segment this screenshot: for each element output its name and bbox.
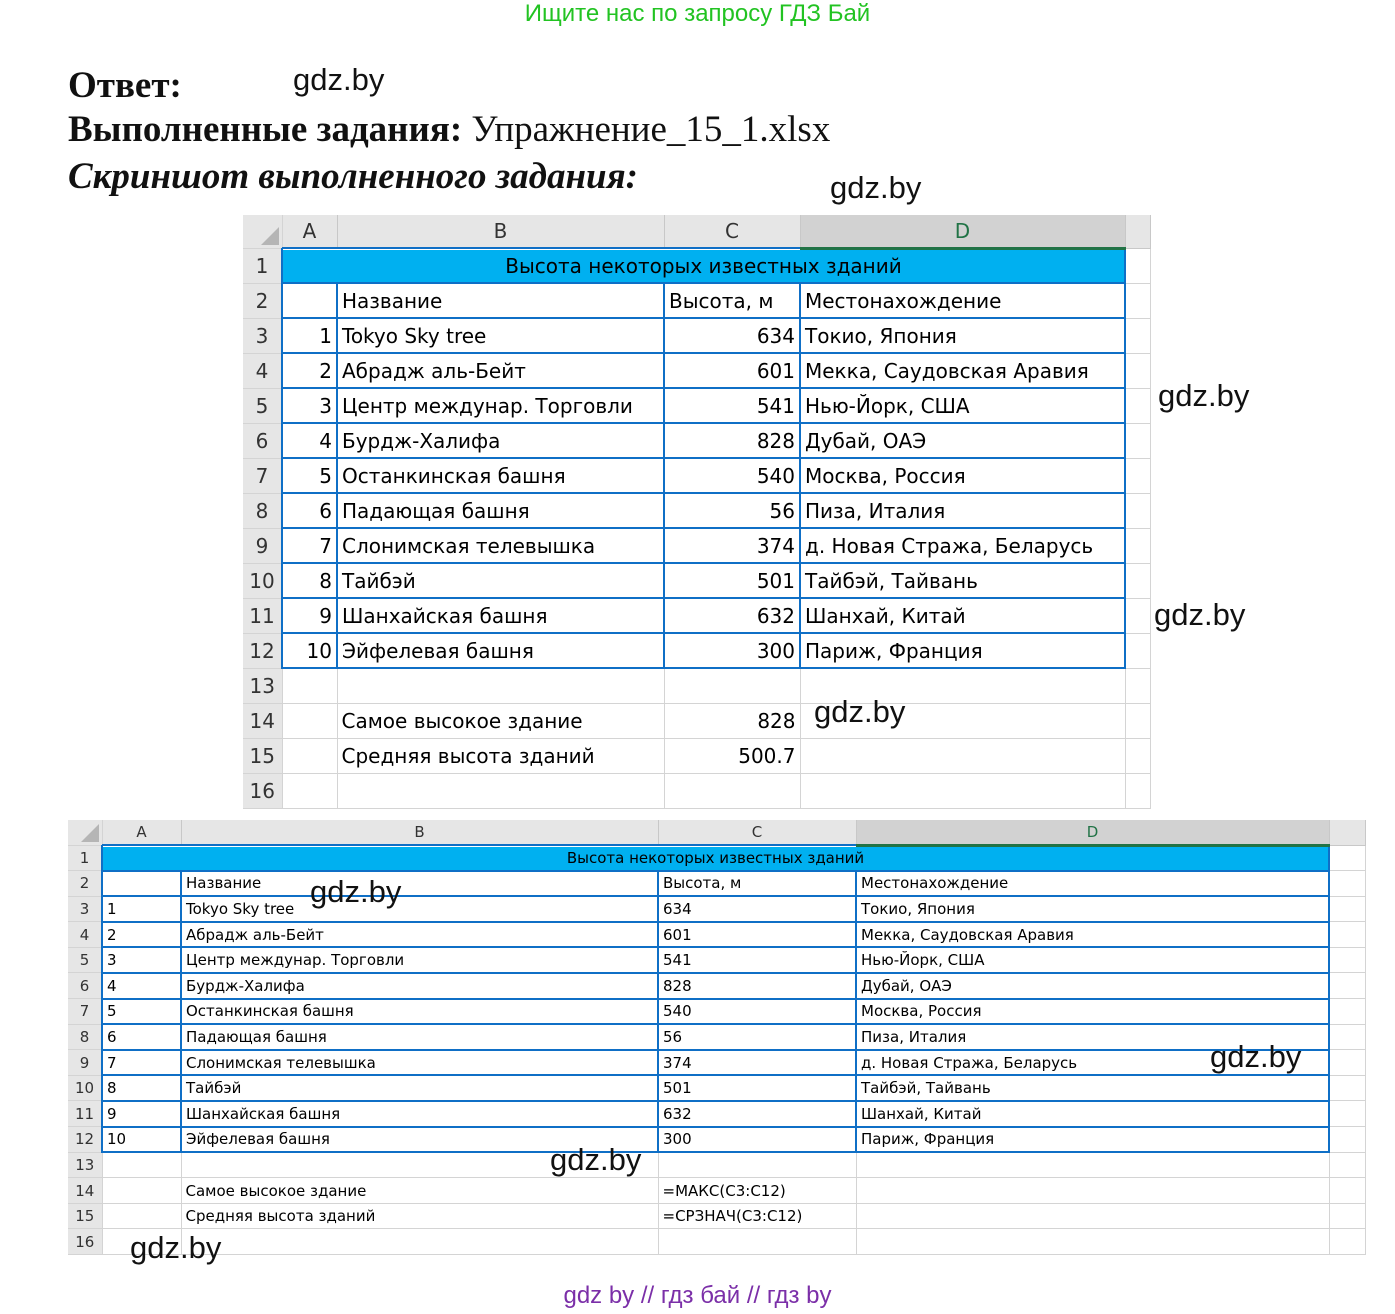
row-header[interactable]: 4 [68, 922, 102, 948]
row-header[interactable]: 9 [243, 528, 282, 563]
number-cell[interactable]: 3 [282, 388, 337, 423]
row-header[interactable]: 12 [68, 1127, 102, 1153]
table-row [243, 598, 1150, 633]
row-header[interactable]: 16 [68, 1229, 102, 1255]
cell[interactable] [1329, 1203, 1365, 1229]
row-header[interactable]: 5 [68, 947, 102, 973]
location-cell[interactable]: Нью-Йорк, США [800, 388, 1125, 423]
column-header-a[interactable]: A [102, 820, 181, 845]
number-cell[interactable]: 3 [102, 947, 181, 973]
cell[interactable] [856, 1152, 1329, 1178]
column-header-c[interactable]: C [658, 820, 856, 845]
header-cell[interactable]: Местонахождение [800, 283, 1125, 318]
cell[interactable] [1329, 1178, 1365, 1204]
location-cell[interactable]: Париж, Франция [800, 633, 1125, 668]
cell[interactable] [1125, 773, 1150, 808]
column-header-b[interactable]: B [181, 820, 658, 845]
row-header[interactable]: 13 [243, 668, 282, 703]
column-header-a[interactable]: A [282, 215, 337, 248]
row-header[interactable]: 1 [68, 845, 102, 871]
cell[interactable] [1329, 1024, 1365, 1050]
name-cell[interactable]: Падающая башня [337, 493, 664, 528]
table-row [243, 283, 1150, 318]
number-cell[interactable]: 6 [102, 1024, 181, 1050]
location-cell[interactable]: Нью-Йорк, США [856, 947, 1329, 973]
column-header-d[interactable]: D [856, 820, 1329, 845]
row-header[interactable]: 9 [68, 1050, 102, 1076]
watermark: gdz.by [550, 1142, 642, 1177]
column-header-row [243, 215, 1150, 248]
cell[interactable] [1125, 563, 1150, 598]
summary-label-cell[interactable]: Средняя высота зданий [181, 1203, 658, 1229]
cell[interactable] [856, 1178, 1329, 1204]
number-cell[interactable]: 7 [282, 528, 337, 563]
cell[interactable] [1125, 248, 1150, 283]
answer-label: Ответ: [68, 65, 182, 106]
name-cell[interactable]: Абрадж аль-Бейт [337, 353, 664, 388]
row-header[interactable]: 8 [243, 493, 282, 528]
name-cell[interactable]: Эйфелевая башня [181, 1127, 658, 1153]
table-title-cell[interactable]: Высота некоторых известных зданий [102, 845, 1329, 871]
table-row [243, 563, 1150, 598]
cell[interactable] [1125, 283, 1150, 318]
name-cell[interactable]: Tokyo Sky tree [337, 318, 664, 353]
location-cell[interactable]: Тайбэй, Тайвань [856, 1075, 1329, 1101]
height-cell[interactable]: 541 [664, 388, 800, 423]
watermark: gdz.by [1158, 378, 1250, 413]
header-cell[interactable]: Местонахождение [856, 871, 1329, 897]
screenshot-label: Скриншот выполненного задания: [68, 156, 638, 197]
header-cell[interactable] [282, 283, 337, 318]
number-cell[interactable]: 9 [102, 1101, 181, 1127]
name-cell[interactable]: Эйфелевая башня [337, 633, 664, 668]
location-cell[interactable]: Мекка, Саудовская Аравия [800, 353, 1125, 388]
table-row [243, 528, 1150, 563]
height-cell[interactable]: 56 [658, 1024, 856, 1050]
cell[interactable] [1125, 703, 1150, 738]
name-cell[interactable]: Слонимская телевышка [337, 528, 664, 563]
row-header[interactable]: 2 [68, 871, 102, 897]
name-cell[interactable]: Бурдж-Халифа [337, 423, 664, 458]
row-header[interactable]: 6 [243, 423, 282, 458]
height-cell[interactable]: 634 [658, 896, 856, 922]
footer-links: gdz by // гдз бай // гдз by [563, 1282, 832, 1309]
cell[interactable] [1329, 896, 1365, 922]
cell[interactable] [1329, 1050, 1365, 1076]
location-cell[interactable]: Париж, Франция [856, 1127, 1329, 1153]
number-cell[interactable]: 7 [102, 1050, 181, 1076]
table-row [68, 1075, 1365, 1101]
header-cell[interactable] [102, 871, 181, 897]
row-header[interactable]: 12 [243, 633, 282, 668]
table-row [243, 493, 1150, 528]
height-cell[interactable]: 540 [658, 999, 856, 1025]
table-row [243, 388, 1150, 423]
height-cell[interactable]: 300 [664, 633, 800, 668]
name-cell[interactable]: Слонимская телевышка [181, 1050, 658, 1076]
number-cell[interactable]: 2 [102, 922, 181, 948]
table-row [68, 1101, 1365, 1127]
cell[interactable] [800, 738, 1125, 773]
table-row [68, 922, 1365, 948]
location-cell[interactable]: Дубай, ОАЭ [856, 973, 1329, 999]
height-cell[interactable]: 501 [658, 1075, 856, 1101]
watermark: gdz.by [1210, 1039, 1302, 1074]
location-cell[interactable]: Пиза, Италия [800, 493, 1125, 528]
table-row [243, 458, 1150, 493]
row-header[interactable]: 11 [68, 1101, 102, 1127]
row-header[interactable]: 14 [243, 703, 282, 738]
select-all-corner[interactable] [68, 820, 102, 845]
table-row [243, 423, 1150, 458]
cell[interactable] [102, 1152, 181, 1178]
number-cell[interactable]: 1 [102, 896, 181, 922]
location-cell[interactable]: Токио, Япония [800, 318, 1125, 353]
row-header[interactable]: 1 [243, 248, 282, 283]
table-row [68, 1229, 1365, 1255]
cell[interactable] [1125, 458, 1150, 493]
location-cell[interactable]: Мекка, Саудовская Аравия [856, 922, 1329, 948]
cell[interactable] [1125, 493, 1150, 528]
height-cell[interactable]: 632 [658, 1101, 856, 1127]
summary-label-cell[interactable]: Самое высокое здание [181, 1178, 658, 1204]
cell[interactable] [658, 1229, 856, 1255]
cell[interactable] [658, 1152, 856, 1178]
height-cell[interactable]: 540 [664, 458, 800, 493]
table-row [68, 973, 1365, 999]
screenshot-heading [68, 155, 638, 198]
cell[interactable] [1329, 973, 1365, 999]
height-cell[interactable]: 374 [658, 1050, 856, 1076]
table-row [68, 999, 1365, 1025]
number-cell[interactable]: 5 [102, 999, 181, 1025]
cell[interactable] [1125, 633, 1150, 668]
height-cell[interactable]: 632 [664, 598, 800, 633]
answer-heading [68, 64, 182, 107]
number-cell[interactable]: 6 [282, 493, 337, 528]
summary-label-cell[interactable]: Средняя высота зданий [337, 738, 664, 773]
watermark: gdz.by [293, 62, 385, 97]
height-cell[interactable]: 300 [658, 1127, 856, 1153]
height-cell[interactable]: 601 [658, 922, 856, 948]
row-header[interactable]: 8 [68, 1024, 102, 1050]
location-cell[interactable]: д. Новая Стража, Беларусь [800, 528, 1125, 563]
table-row [68, 1024, 1365, 1050]
row-header[interactable]: 16 [243, 773, 282, 808]
row-header[interactable]: 5 [243, 388, 282, 423]
number-cell[interactable]: 10 [282, 633, 337, 668]
summary-formula-cell[interactable]: =МАКС(C3:C12) [658, 1178, 856, 1204]
column-header-e[interactable] [1329, 820, 1365, 845]
cell[interactable] [282, 668, 337, 703]
summary-value-cell[interactable]: 500.7 [664, 738, 800, 773]
summary-formula-cell[interactable]: =СРЗНАЧ(C3:C12) [658, 1203, 856, 1229]
height-cell[interactable]: 374 [664, 528, 800, 563]
cell[interactable] [1329, 1127, 1365, 1153]
header-cell[interactable]: Высота, м [664, 283, 800, 318]
row-header[interactable]: 13 [68, 1152, 102, 1178]
location-cell[interactable]: Тайбэй, Тайвань [800, 563, 1125, 598]
height-cell[interactable]: 56 [664, 493, 800, 528]
row-header[interactable]: 2 [243, 283, 282, 318]
done-file: Упражнение_15_1.xlsx [471, 109, 831, 150]
table-row [68, 947, 1365, 973]
row-header[interactable]: 15 [68, 1203, 102, 1229]
number-cell[interactable]: 2 [282, 353, 337, 388]
location-cell[interactable]: Пиза, Италия [856, 1024, 1329, 1050]
row-header[interactable]: 11 [243, 598, 282, 633]
cell[interactable] [1329, 1101, 1365, 1127]
cell[interactable] [282, 738, 337, 773]
table-row [243, 633, 1150, 668]
cell[interactable] [1329, 845, 1365, 871]
cell[interactable] [856, 1203, 1329, 1229]
table-row [243, 738, 1150, 773]
banner-text: Ищите нас по запросу ГДЗ Бай [524, 0, 871, 27]
row-header[interactable]: 10 [243, 563, 282, 598]
name-cell[interactable]: Центр междунар. Торговли [181, 947, 658, 973]
table-row [68, 871, 1365, 897]
number-cell[interactable]: 9 [282, 598, 337, 633]
name-cell[interactable]: Шанхайская башня [181, 1101, 658, 1127]
table-row [243, 773, 1150, 808]
spreadsheet-values [243, 215, 1151, 809]
location-cell[interactable]: Шанхай, Китай [856, 1101, 1329, 1127]
column-header-b[interactable]: B [337, 215, 664, 248]
cell[interactable] [1125, 423, 1150, 458]
cell[interactable] [1329, 1075, 1365, 1101]
row-header[interactable]: 7 [243, 458, 282, 493]
name-cell[interactable]: Абрадж аль-Бейт [181, 922, 658, 948]
number-cell[interactable]: 4 [102, 973, 181, 999]
cell[interactable] [181, 1229, 658, 1255]
watermark: gdz.by [1154, 597, 1246, 632]
cell[interactable] [102, 1178, 181, 1204]
cell[interactable] [664, 773, 800, 808]
number-cell[interactable]: 10 [102, 1127, 181, 1153]
cell[interactable] [1329, 922, 1365, 948]
column-header-d[interactable]: D [800, 215, 1125, 248]
location-cell[interactable]: Дубай, ОАЭ [800, 423, 1125, 458]
table-row [243, 703, 1150, 738]
cell[interactable] [1125, 598, 1150, 633]
column-header-row [68, 820, 1365, 845]
watermark: gdz.by [130, 1230, 222, 1265]
header-cell[interactable]: Название [181, 871, 658, 897]
cell[interactable] [1125, 738, 1150, 773]
row-header[interactable]: 7 [68, 999, 102, 1025]
name-cell[interactable]: Падающая башня [181, 1024, 658, 1050]
done-heading [68, 108, 830, 151]
number-cell[interactable]: 4 [282, 423, 337, 458]
cell[interactable] [1125, 528, 1150, 563]
number-cell[interactable]: 5 [282, 458, 337, 493]
table-row [68, 1152, 1365, 1178]
header-cell[interactable]: Название [337, 283, 664, 318]
row-header[interactable]: 4 [243, 353, 282, 388]
name-cell[interactable]: Шанхайская башня [337, 598, 664, 633]
header-cell[interactable]: Высота, м [658, 871, 856, 897]
name-cell[interactable]: Останкинская башня [181, 999, 658, 1025]
name-cell[interactable]: Бурдж-Халифа [181, 973, 658, 999]
cell[interactable] [282, 703, 337, 738]
table-row [68, 896, 1365, 922]
cell[interactable] [1125, 668, 1150, 703]
select-all-corner[interactable] [243, 215, 282, 248]
summary-label-cell[interactable]: Самое высокое здание [337, 703, 664, 738]
row-header[interactable]: 10 [68, 1075, 102, 1101]
height-cell[interactable]: 634 [664, 318, 800, 353]
location-cell[interactable]: д. Новая Стража, Беларусь [856, 1050, 1329, 1076]
height-cell[interactable]: 601 [664, 353, 800, 388]
height-cell[interactable]: 541 [658, 947, 856, 973]
number-cell[interactable]: 8 [102, 1075, 181, 1101]
row-header[interactable]: 3 [243, 318, 282, 353]
location-cell[interactable]: Токио, Япония [856, 896, 1329, 922]
name-cell[interactable]: Тайбэй [181, 1075, 658, 1101]
column-header-e[interactable] [1125, 215, 1150, 248]
height-cell[interactable]: 501 [664, 563, 800, 598]
cell[interactable] [1329, 947, 1365, 973]
cell[interactable] [800, 773, 1125, 808]
row-header[interactable]: 14 [68, 1178, 102, 1204]
watermark: gdz.by [814, 694, 906, 729]
number-cell[interactable]: 8 [282, 563, 337, 598]
summary-value-cell[interactable]: 828 [664, 703, 800, 738]
table-row [243, 248, 1150, 283]
cell[interactable] [1329, 1229, 1365, 1255]
name-cell[interactable]: Останкинская башня [337, 458, 664, 493]
row-header[interactable]: 3 [68, 896, 102, 922]
table-row [243, 353, 1150, 388]
cell[interactable] [1125, 388, 1150, 423]
cell[interactable] [102, 1203, 181, 1229]
location-cell[interactable]: Москва, Россия [856, 999, 1329, 1025]
cell[interactable] [337, 773, 664, 808]
location-cell[interactable]: Шанхай, Китай [800, 598, 1125, 633]
cell[interactable] [337, 668, 664, 703]
cell[interactable] [1125, 318, 1150, 353]
table-row [243, 668, 1150, 703]
table-row [68, 1127, 1365, 1153]
table-row [68, 845, 1365, 871]
row-header[interactable]: 6 [68, 973, 102, 999]
spreadsheet-formulas [68, 820, 1366, 1255]
name-cell[interactable]: Tokyo Sky tree [181, 896, 658, 922]
cell[interactable] [664, 668, 800, 703]
cell[interactable] [1125, 353, 1150, 388]
location-cell[interactable]: Москва, Россия [800, 458, 1125, 493]
name-cell[interactable]: Тайбэй [337, 563, 664, 598]
name-cell[interactable]: Центр междунар. Торговли [337, 388, 664, 423]
number-cell[interactable]: 1 [282, 318, 337, 353]
done-label: Выполненные задания: [68, 109, 463, 150]
cell[interactable] [856, 1229, 1329, 1255]
cell[interactable] [1329, 999, 1365, 1025]
cell[interactable] [282, 773, 337, 808]
table-row [243, 318, 1150, 353]
watermark: gdz.by [830, 170, 922, 205]
height-cell[interactable]: 828 [658, 973, 856, 999]
table-title-cell[interactable]: Высота некоторых известных зданий [282, 248, 1125, 283]
table-row [68, 1050, 1365, 1076]
column-header-c[interactable]: C [664, 215, 800, 248]
row-header[interactable]: 15 [243, 738, 282, 773]
height-cell[interactable]: 828 [664, 423, 800, 458]
watermark: gdz.by [310, 874, 402, 909]
table-row [68, 1178, 1365, 1204]
table-row [68, 1203, 1365, 1229]
cell[interactable] [1329, 871, 1365, 897]
cell[interactable] [1329, 1152, 1365, 1178]
